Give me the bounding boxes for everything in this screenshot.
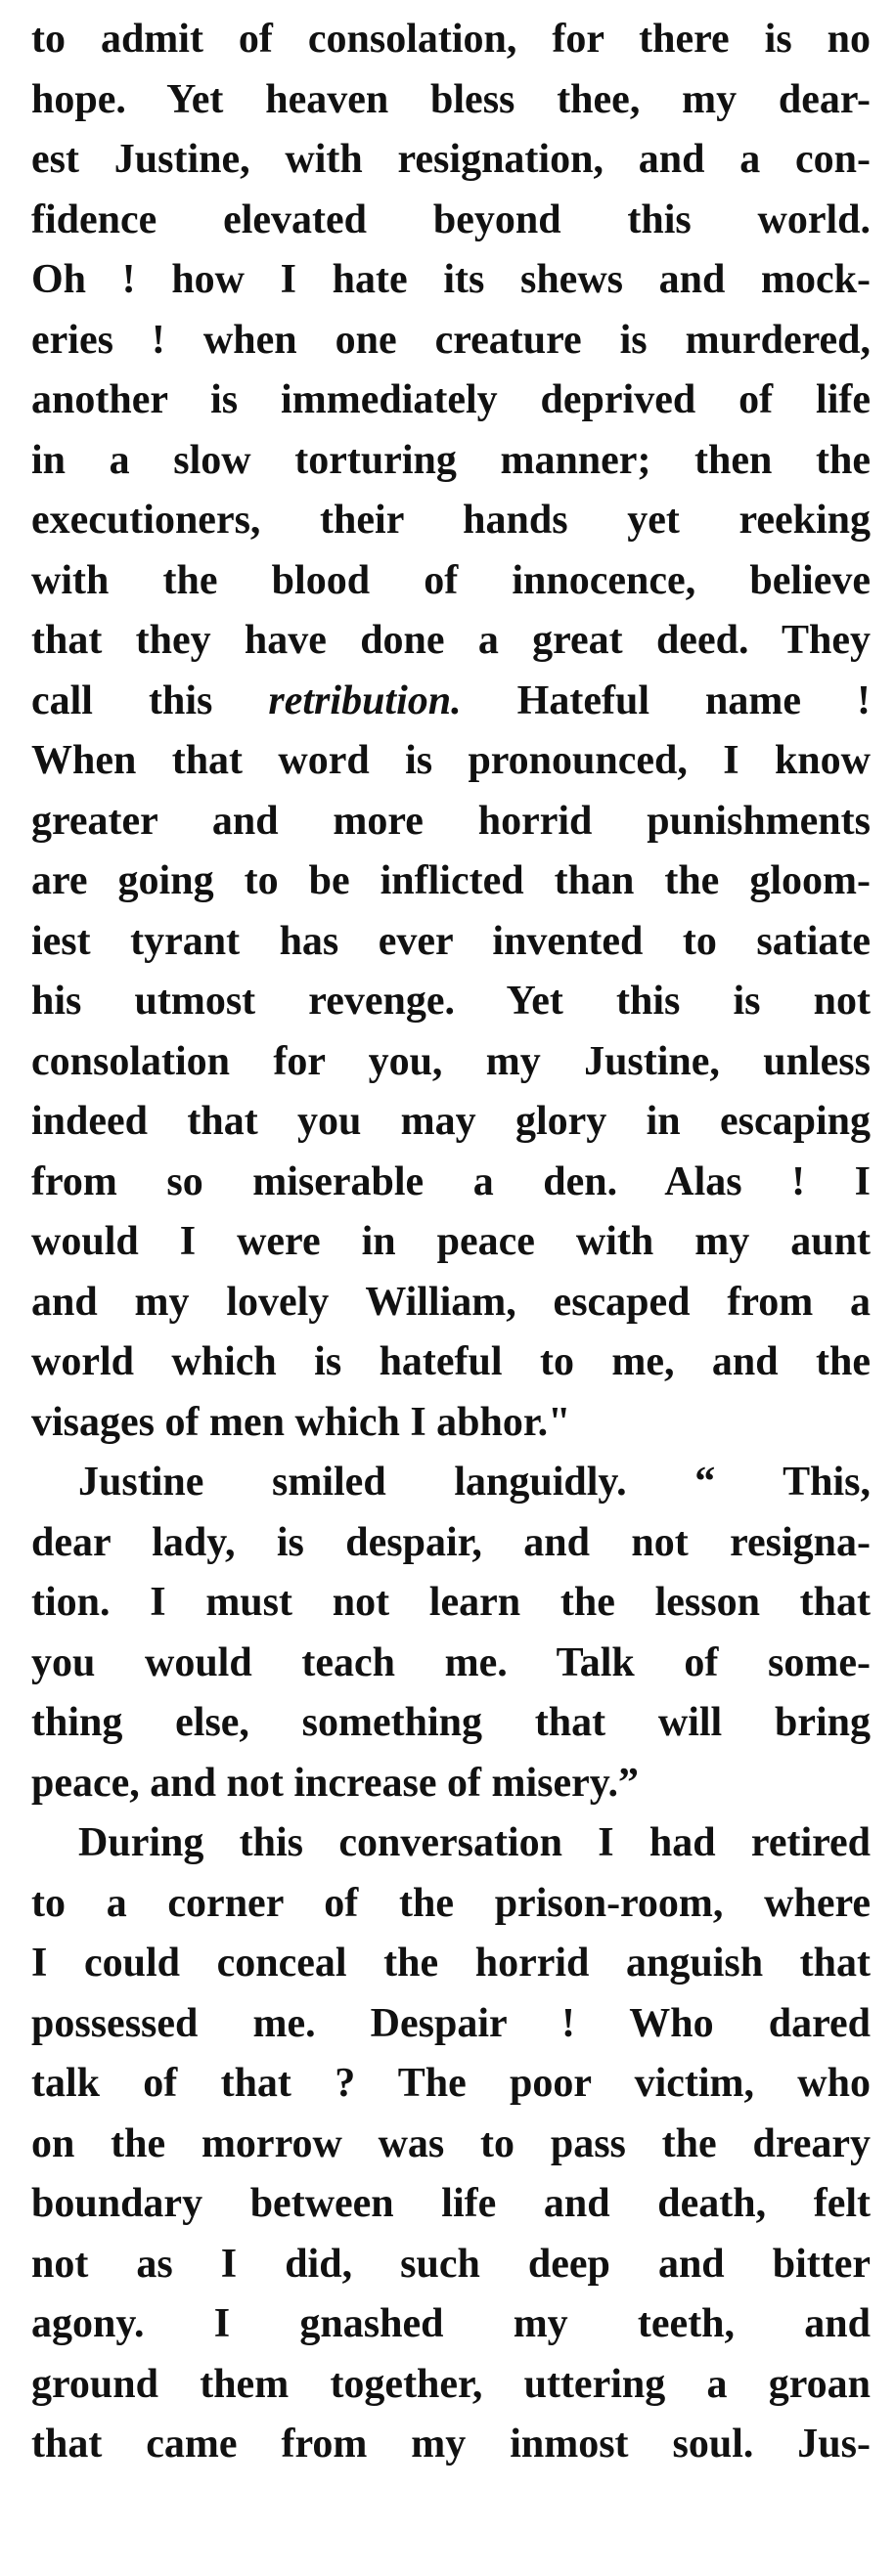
text-line-6: eries ! when one creature is murdered,: [31, 317, 871, 363]
text-line-30: peace, and not increase of misery.”: [31, 1760, 639, 1806]
text-line-17: his utmost revenge. Yet this is not: [31, 979, 871, 1024]
text-line-12-suffix: Hateful name !: [516, 677, 871, 723]
text-line-29: thing else, something that will bring: [31, 1700, 871, 1745]
text-line-12: [31, 672, 871, 732]
text-line-10: with the blood of innocence, believe: [31, 557, 871, 603]
body-text: [31, 10, 871, 2475]
text-line-14: greater and more horrid punishments: [31, 798, 871, 844]
text-line-19: indeed that you may glory in escaping: [31, 1099, 871, 1144]
text-line-1: to admit of consolation, for there is no: [31, 17, 871, 62]
text-line-41: that came from my inmost soul. Jus-: [31, 2422, 871, 2467]
text-line-3: est Justine, with resignation, and a con-: [31, 137, 871, 182]
text-line-11: that they have done a great deed. They: [31, 618, 871, 663]
text-line-26: dear lady, is despair, and not resigna-: [31, 1519, 871, 1565]
text-line-36: on the morrow was to pass the dreary: [31, 2120, 871, 2166]
text-line-16: iest tyrant has ever invented to satiate: [31, 918, 871, 964]
text-line-12-prefix: call this: [31, 677, 213, 723]
text-line-20: from so miserable a den. Alas ! I: [31, 1158, 871, 1204]
text-line-35: talk of that ? The poor victim, who: [31, 2061, 871, 2106]
text-line-7: another is immediately deprived of life: [31, 377, 871, 422]
text-line-27: tion. I must not learn the lesson that: [31, 1580, 871, 1625]
text-line-18: consolation for you, my Justine, unless: [31, 1038, 871, 1084]
text-line-28: you would teach me. Talk of some-: [31, 1639, 871, 1685]
text-line-9: executioners, their hands yet reeking: [31, 498, 871, 543]
text-line-8: in a slow torturing manner; then the: [31, 437, 871, 483]
text-line-32: to a corner of the prison-room, where: [31, 1880, 871, 1926]
text-line-39: agony. I gnashed my teeth, and: [31, 2301, 871, 2346]
emphasized-word: retribution.: [268, 677, 462, 723]
text-line-13: When that word is pronounced, I know: [31, 738, 871, 783]
text-line-5: Oh ! how I hate its shews and mock-: [31, 257, 871, 302]
text-line-37: boundary between life and death, felt: [31, 2181, 871, 2226]
text-line-38: not as I did, such deep and bitter: [31, 2241, 871, 2287]
text-line-22: and my lovely William, escaped from a: [31, 1279, 871, 1325]
text-line-15: are going to be inflicted than the gloom-: [31, 858, 871, 903]
text-line-23: world which is hateful to me, and the: [31, 1339, 871, 1384]
text-line-24: visages of men which I abhor.": [31, 1399, 571, 1445]
text-line-31: During this conversation I had retired: [78, 1820, 871, 1865]
text-line-25: Justine smiled languidly. “ This,: [78, 1460, 871, 1505]
text-line-34: possessed me. Despair ! Who dared: [31, 2000, 871, 2046]
text-line-2: hope. Yet heaven bless thee, my dear-: [31, 76, 871, 122]
text-line-40: ground them together, uttering a groan: [31, 2361, 871, 2407]
text-line-33: I could conceal the horrid anguish that: [31, 1941, 871, 1986]
text-line-21: would I were in peace with my aunt: [31, 1219, 871, 1264]
text-line-4: fidence elevated beyond this world.: [31, 196, 871, 242]
